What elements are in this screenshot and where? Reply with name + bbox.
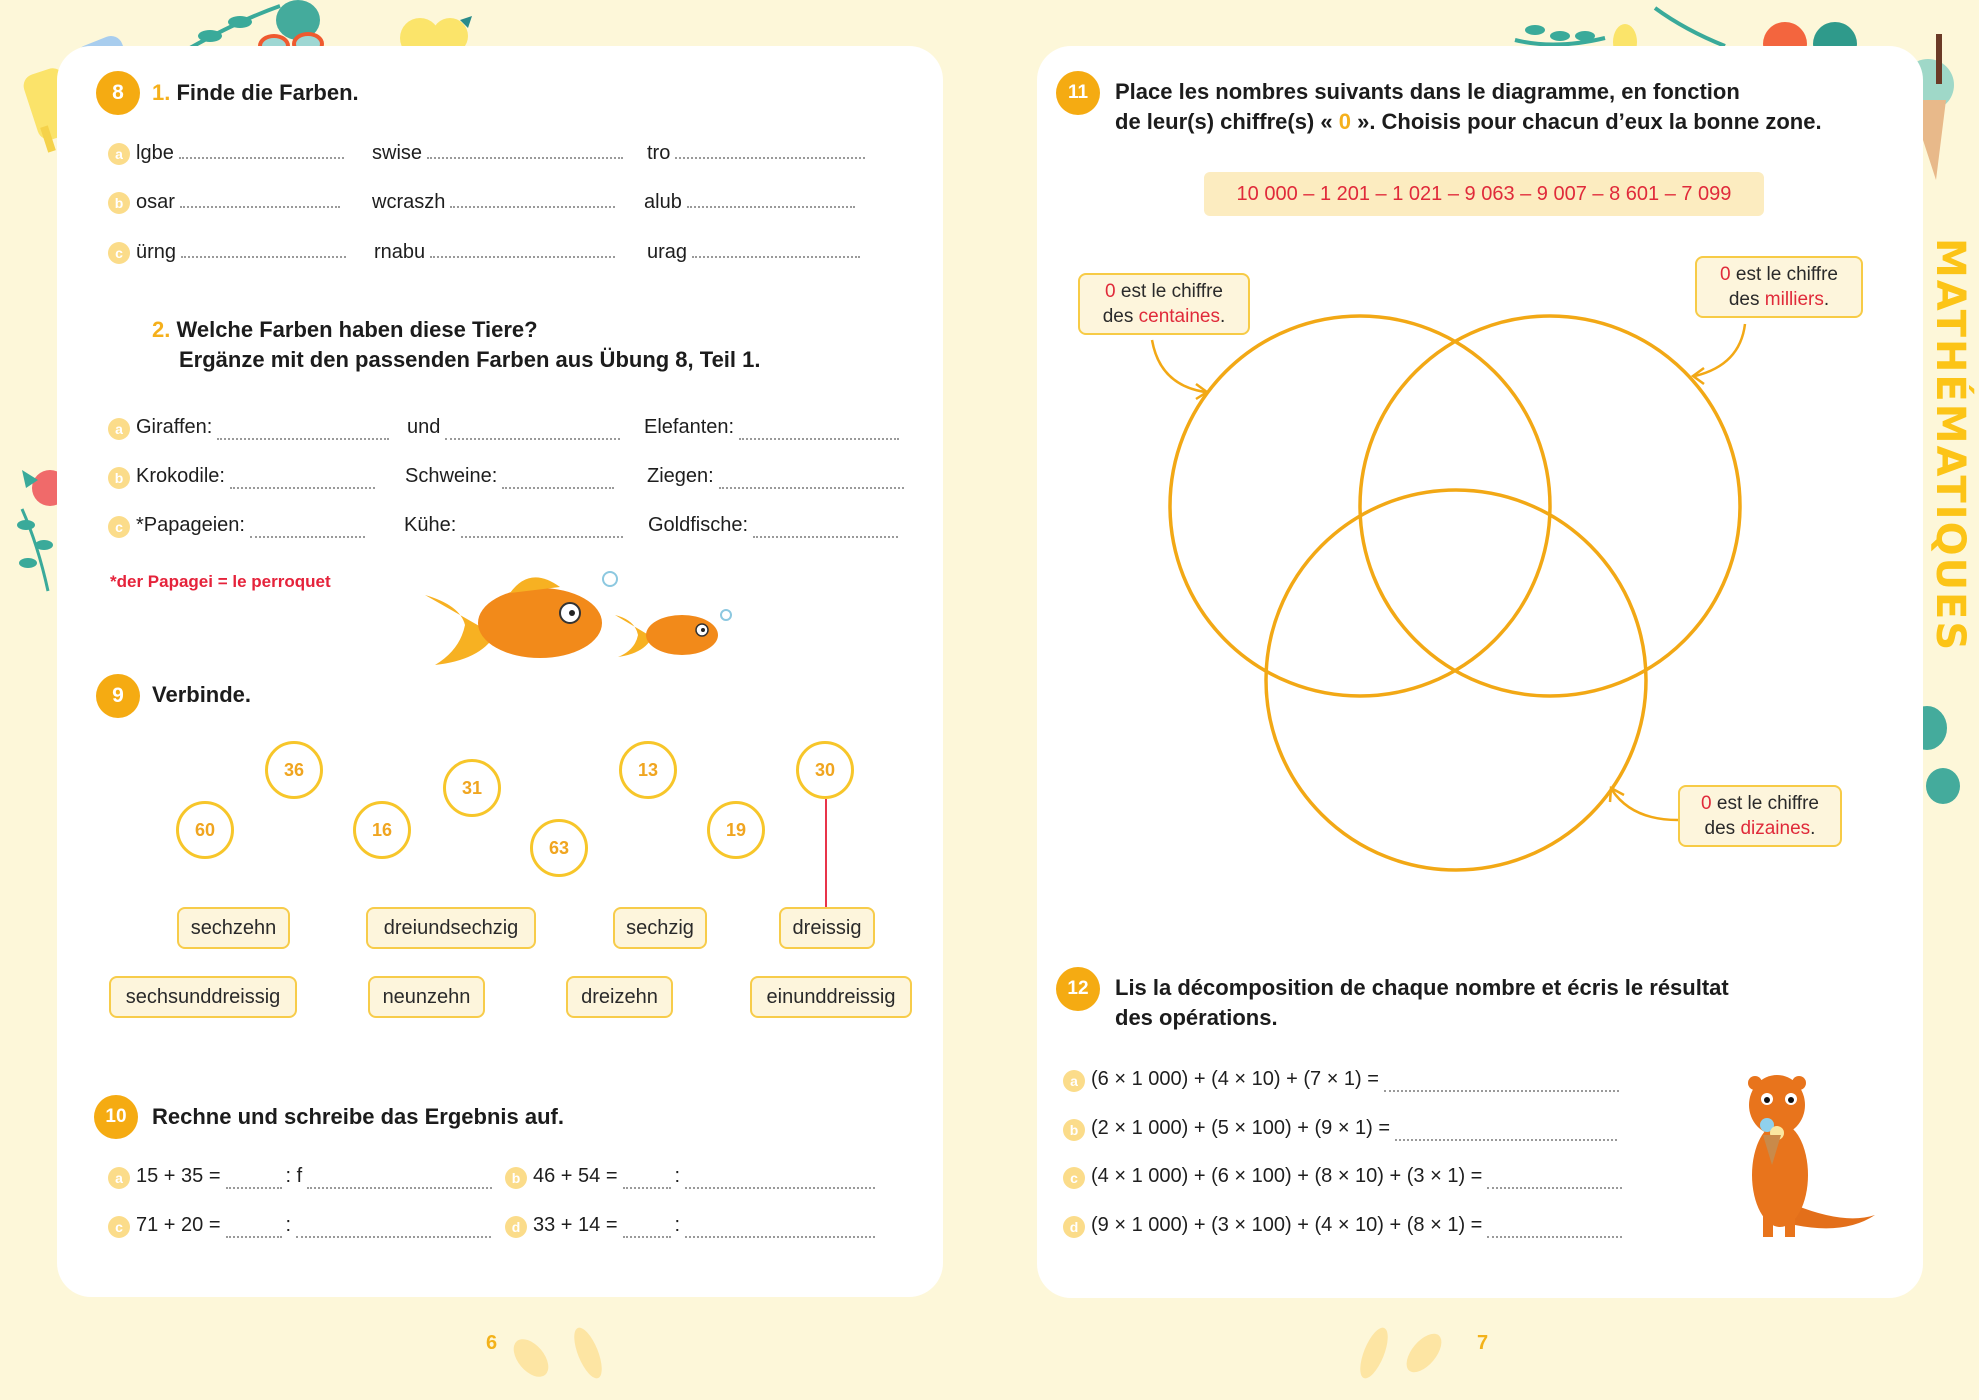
letter-c-icon: c xyxy=(108,242,130,264)
letter-b-icon: b xyxy=(108,192,130,214)
animal-label: Schweine: xyxy=(405,465,498,487)
animal-label: Krokodile: xyxy=(136,465,225,487)
exercise-8-part1-title xyxy=(152,78,359,108)
number-circle-36[interactable]: 36 xyxy=(265,741,323,799)
answer-field[interactable] xyxy=(250,536,365,538)
exercise-11-title-line1: Place les nombres suivants dans le diagramme, en fonction xyxy=(1115,79,1740,104)
scrambled-word: wcraszh xyxy=(372,191,446,213)
answer-field[interactable] xyxy=(430,256,615,258)
exercise-12-title-line1: Lis la décomposition de chaque nombre et écris le résultat xyxy=(1115,975,1729,1000)
callout-text: est le chiffre xyxy=(1730,264,1838,285)
letter-b-icon: b xyxy=(108,467,130,489)
decomposition-item-c xyxy=(1063,1163,1622,1189)
answer-field[interactable] xyxy=(445,438,620,440)
decomposition-item-d xyxy=(1063,1212,1622,1238)
exercise-8-part2-subtitle: Ergänze mit den passenden Farben aus Übung 8, Teil 1. xyxy=(179,347,761,372)
conjunction-label: und xyxy=(407,416,441,438)
result-field[interactable] xyxy=(226,1236,282,1238)
place-value-word: milliers xyxy=(1764,289,1824,310)
paw-decoration-right-2 xyxy=(1400,1328,1448,1379)
callout-centaines xyxy=(1078,273,1250,335)
letter-a-icon: a xyxy=(108,418,130,440)
exercise-8-badge: 8 xyxy=(96,71,140,115)
title-line-1: Welche Farben haben diese Tiere? xyxy=(176,317,538,342)
subject-label-mathematiques: MATHÉMATIQUES xyxy=(1927,238,1973,653)
calc-item-c xyxy=(108,1212,491,1238)
separator: : xyxy=(285,1214,292,1236)
result-field[interactable] xyxy=(623,1236,671,1238)
word-box-sechzehn[interactable]: sechzehn xyxy=(177,907,290,949)
word-box-einunddreissig[interactable]: einunddreissig xyxy=(750,976,912,1018)
callout-text: . xyxy=(1810,818,1816,839)
part-number: 1. xyxy=(152,80,171,105)
scrambled-word: rnabu xyxy=(374,241,426,263)
word-box-dreizehn[interactable]: dreizehn xyxy=(566,976,673,1018)
callout-text: des xyxy=(1704,818,1741,839)
number-circle-63[interactable]: 63 xyxy=(530,819,588,877)
number-circle-16[interactable]: 16 xyxy=(353,801,411,859)
animal-label: Ziegen: xyxy=(647,465,714,487)
result-field[interactable] xyxy=(226,1187,282,1189)
callout-text: des xyxy=(1728,289,1765,310)
letter-c-icon: c xyxy=(1063,1167,1085,1189)
number-circle-60[interactable]: 60 xyxy=(176,801,234,859)
page-number-right: 7 xyxy=(1477,1332,1489,1354)
result-field[interactable] xyxy=(1487,1236,1622,1238)
animal-label: Giraffen: xyxy=(136,416,213,438)
scrambled-word: osar xyxy=(136,191,175,213)
separator: : xyxy=(674,1214,681,1236)
exercise-11-title-line2 xyxy=(1115,107,1822,137)
scrambled-word: ürng xyxy=(136,241,177,263)
callout-text: . xyxy=(1219,306,1226,327)
expression: 71 + 20 = xyxy=(136,1214,221,1236)
callout-text: est le chiffre xyxy=(1115,281,1223,302)
exercise-12-title-line2: des opérations. xyxy=(1115,1005,1278,1030)
result-field[interactable] xyxy=(1384,1090,1619,1092)
place-value-word: centaines xyxy=(1138,306,1220,327)
calc-item-b xyxy=(505,1163,875,1189)
calc-item-a xyxy=(108,1163,492,1189)
answer-field[interactable] xyxy=(180,206,340,208)
zero-accent: 0 xyxy=(1338,109,1351,134)
answer-field[interactable] xyxy=(217,438,389,440)
animal-label: Elefanten: xyxy=(644,416,735,438)
result-field[interactable] xyxy=(1487,1187,1622,1189)
answer-field[interactable] xyxy=(675,157,865,159)
exercise-12-badge: 12 xyxy=(1056,967,1100,1011)
exercise-10-badge: 10 xyxy=(94,1095,138,1139)
word-box-dreissig[interactable]: dreissig xyxy=(779,907,875,949)
answer-field[interactable] xyxy=(692,256,860,258)
part-number: 2. xyxy=(152,317,171,342)
title-text: ». Choisis pour chacun d’eux la bonne zone. xyxy=(1350,109,1822,134)
letter-a-icon: a xyxy=(108,1167,130,1189)
letter-d-icon: d xyxy=(505,1216,527,1238)
answer-field[interactable] xyxy=(687,206,855,208)
animal-label: Kühe: xyxy=(404,514,457,536)
callout-text: des xyxy=(1102,306,1139,327)
scrambled-word: urag xyxy=(647,241,688,263)
numbers-to-place: 10 000 – 1 201 – 1 021 – 9 063 – 9 007 – 8 601 – 7 099 xyxy=(1204,172,1764,216)
number-circle-31[interactable]: 31 xyxy=(443,759,501,817)
answer-field[interactable] xyxy=(739,438,899,440)
expression: (4 × 1 000) + (6 × 100) + (8 × 10) + (3 × 1) = xyxy=(1091,1165,1483,1187)
separator: : xyxy=(674,1165,681,1187)
callout-text: . xyxy=(1823,289,1830,310)
page-number-left: 6 xyxy=(486,1332,498,1354)
expression: (9 × 1 000) + (3 × 100) + (4 × 10) + (8 × 1) = xyxy=(1091,1214,1483,1236)
answer-field[interactable] xyxy=(502,487,614,489)
separator: : f xyxy=(285,1165,303,1187)
exercise-8-part2-title xyxy=(152,315,538,345)
decomposition-item-a xyxy=(1063,1066,1619,1092)
answer-field[interactable] xyxy=(230,487,375,489)
calc-item-d xyxy=(505,1212,875,1238)
number-circle-30[interactable]: 30 xyxy=(796,741,854,799)
exercise-10-title: Rechne und schreibe das Ergebnis auf. xyxy=(152,1104,564,1129)
expression: 46 + 54 = xyxy=(533,1165,618,1187)
answer-field[interactable] xyxy=(719,487,904,489)
example-connection-line xyxy=(825,799,827,907)
title-text: de leur(s) chiffre(s) « xyxy=(1115,109,1339,134)
expression: 33 + 14 = xyxy=(533,1214,618,1236)
animal-label: *Papageien: xyxy=(136,514,245,536)
letter-a-icon: a xyxy=(108,143,130,165)
expression: 15 + 35 = xyxy=(136,1165,221,1187)
answer-field[interactable] xyxy=(179,157,344,159)
number-circle-13[interactable]: 13 xyxy=(619,741,677,799)
exercise-9-title: Verbinde. xyxy=(152,682,252,707)
words-field[interactable] xyxy=(307,1187,492,1189)
answer-field[interactable] xyxy=(753,536,898,538)
callout-dizaines xyxy=(1678,785,1842,847)
answer-field[interactable] xyxy=(181,256,346,258)
word-box-sechsunddreissig[interactable]: sechsunddreissig xyxy=(109,976,297,1018)
answer-field[interactable] xyxy=(461,536,623,538)
footnote: *der Papagei = le perroquet xyxy=(110,572,331,591)
letter-d-icon: d xyxy=(1063,1216,1085,1238)
number-circle-19[interactable]: 19 xyxy=(707,801,765,859)
decomposition-item-b xyxy=(1063,1115,1617,1141)
callout-text: est le chiffre xyxy=(1711,793,1819,814)
letter-c-icon: c xyxy=(108,1216,130,1238)
scrambled-word: tro xyxy=(647,142,671,164)
zero-digit: 0 xyxy=(1105,281,1116,302)
zero-digit: 0 xyxy=(1701,793,1712,814)
result-field[interactable] xyxy=(623,1187,671,1189)
callout-milliers xyxy=(1695,256,1863,318)
words-field[interactable] xyxy=(685,1236,875,1238)
expression: (2 × 1 000) + (5 × 100) + (9 × 1) = xyxy=(1091,1117,1391,1139)
animal-label: Goldfische: xyxy=(648,514,749,536)
letter-b-icon: b xyxy=(1063,1119,1085,1141)
paw-decoration-right-1 xyxy=(1355,1324,1394,1382)
title-text: Finde die Farben. xyxy=(176,80,359,105)
place-value-word: dizaines xyxy=(1740,818,1811,839)
paw-decoration-left-1 xyxy=(507,1333,555,1383)
scrambled-word: alub xyxy=(644,191,682,213)
scrambled-word: lgbe xyxy=(136,142,174,164)
scrambled-word: swise xyxy=(372,142,423,164)
exercise-11-badge: 11 xyxy=(1056,71,1100,115)
result-field[interactable] xyxy=(1395,1139,1617,1141)
word-box-neunzehn[interactable]: neunzehn xyxy=(368,976,485,1018)
word-box-dreiundsechzig[interactable]: dreiundsechzig xyxy=(366,907,536,949)
words-field[interactable] xyxy=(685,1187,875,1189)
answer-field[interactable] xyxy=(450,206,615,208)
letter-c-icon: c xyxy=(108,516,130,538)
letter-a-icon: a xyxy=(1063,1070,1085,1092)
zero-digit: 0 xyxy=(1720,264,1731,285)
exercise-9-badge: 9 xyxy=(96,674,140,718)
letter-b-icon: b xyxy=(505,1167,527,1189)
expression: (6 × 1 000) + (4 × 10) + (7 × 1) = xyxy=(1091,1068,1379,1090)
answer-field[interactable] xyxy=(427,157,623,159)
paw-decoration-left-2 xyxy=(569,1324,608,1382)
words-field[interactable] xyxy=(296,1236,491,1238)
word-box-sechzig[interactable]: sechzig xyxy=(613,907,707,949)
